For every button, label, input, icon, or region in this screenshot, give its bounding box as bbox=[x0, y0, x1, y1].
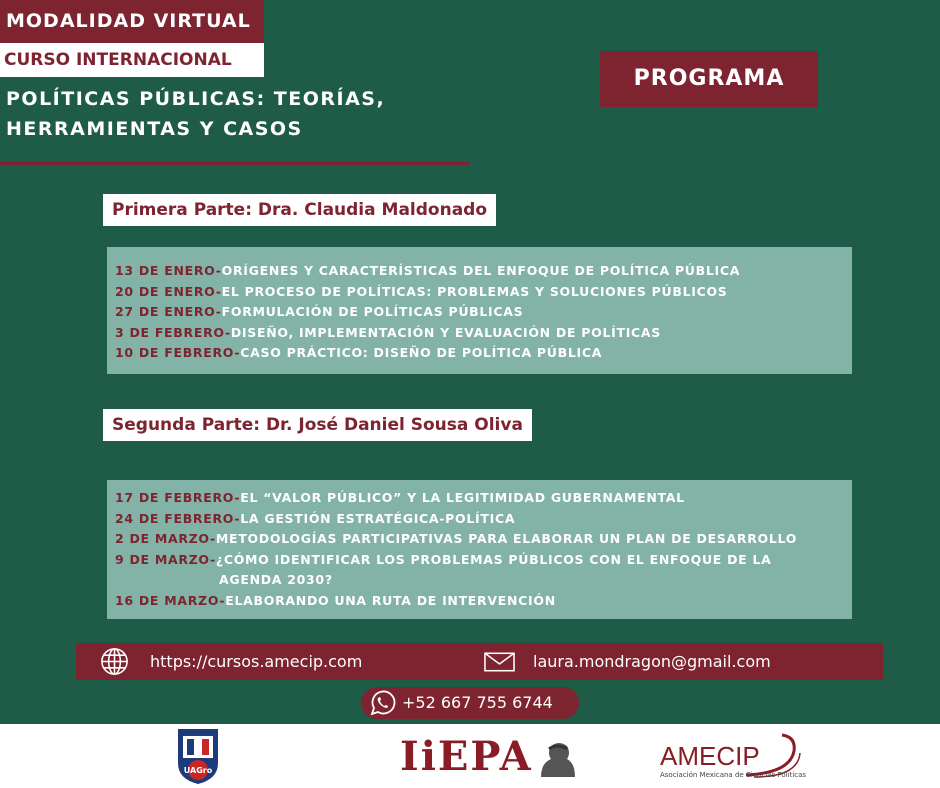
session-date: 24 DE FEBRERO- bbox=[115, 510, 241, 526]
phone-link[interactable]: +52 667 755 6744 bbox=[402, 693, 553, 712]
schedule-row bbox=[115, 343, 852, 364]
schedule-row bbox=[115, 550, 852, 571]
session-date: 27 DE ENERO- bbox=[115, 304, 222, 319]
session-topic: LA GESTIÓN ESTRATÉGICA-POLÍTICA bbox=[240, 510, 516, 526]
session-topic: ORÍGENES Y CARACTERÍSTICAS DEL ENFOQUE DE POLÍTICA PÚBLICA bbox=[221, 263, 741, 278]
globe-icon bbox=[99, 646, 130, 677]
part2-heading: Segunda Parte: Dr. José Daniel Sousa Oliva bbox=[103, 409, 532, 441]
schedule-row bbox=[115, 302, 852, 323]
session-date: 3 DE FEBRERO- bbox=[115, 324, 231, 340]
course-title bbox=[6, 84, 426, 144]
amecip-logo-text: AMECIP bbox=[660, 741, 760, 771]
session-topic: EL “VALOR PÚBLICO” Y LA LEGITIMIDAD GUBERNAMENTAL bbox=[240, 490, 685, 505]
session-date: 10 DE FEBRERO- bbox=[115, 345, 241, 360]
amecip-logo-subtitle: Asociación Mexicana de Ciencias Políticas bbox=[660, 771, 807, 779]
schedule-row bbox=[115, 529, 852, 550]
iiepa-logo-text: IiEPA bbox=[400, 733, 533, 780]
email-link[interactable]: laura.mondragon@gmail.com bbox=[533, 652, 771, 671]
part1-heading: Primera Parte: Dra. Claudia Maldonado bbox=[103, 194, 496, 226]
schedule-row bbox=[115, 509, 852, 530]
schedule-row bbox=[115, 282, 852, 303]
course-title-line-2: HERRAMIENTAS Y CASOS bbox=[6, 118, 303, 140]
website-link[interactable]: https://cursos.amecip.com bbox=[150, 652, 363, 671]
session-topic: AGENDA 2030? bbox=[219, 572, 333, 587]
schedule-row bbox=[115, 488, 852, 509]
session-topic: ¿CÓMO IDENTIFICAR LOS PROBLEMAS PÚBLICOS CON EL ENFOQUE DE LA bbox=[215, 551, 772, 567]
course-type-badge: CURSO INTERNACIONAL bbox=[0, 43, 264, 77]
session-date: 9 DE MARZO- bbox=[115, 551, 216, 567]
session-topic: EL PROCESO DE POLÍTICAS: PROBLEMAS Y SOLUCIONES PÚBLICOS bbox=[221, 283, 728, 299]
modality-badge: MODALIDAD VIRTUAL bbox=[0, 0, 264, 43]
course-title-line-1: POLÍTICAS PÚBLICAS: TEORÍAS, bbox=[6, 88, 386, 110]
session-date: 20 DE ENERO- bbox=[115, 283, 222, 299]
schedule-row bbox=[115, 261, 852, 282]
session-date: 16 DE MARZO- bbox=[115, 592, 226, 608]
schedule-row-continued bbox=[115, 570, 852, 591]
session-topic: DISEÑO, IMPLEMENTACIÓN Y EVALUACIÓN DE POLÍTICAS bbox=[230, 324, 661, 340]
schedule-row bbox=[115, 323, 852, 344]
uagro-logo-text: UAGro bbox=[183, 766, 213, 775]
whatsapp-icon bbox=[367, 688, 397, 718]
title-divider bbox=[0, 162, 470, 165]
session-topic: CASO PRÁCTICO: DISEÑO DE POLÍTICA PÚBLICA bbox=[240, 345, 603, 360]
part2-schedule bbox=[107, 480, 852, 619]
program-heading: PROGRAMA bbox=[600, 51, 818, 107]
session-topic: METODOLOGÍAS PARTICIPATIVAS PARA ELABORAR UN PLAN DE DESARROLLO bbox=[215, 531, 798, 546]
iiepa-portrait-image bbox=[535, 737, 579, 781]
session-date: 13 DE ENERO- bbox=[115, 263, 222, 278]
session-date: 17 DE FEBRERO- bbox=[115, 490, 241, 505]
session-topic: ELABORANDO UNA RUTA DE INTERVENCIÓN bbox=[225, 592, 556, 608]
mail-icon bbox=[484, 652, 515, 672]
schedule-row bbox=[115, 591, 852, 612]
session-date: 2 DE MARZO- bbox=[115, 531, 216, 546]
session-topic: FORMULACIÓN DE POLÍTICAS PÚBLICAS bbox=[221, 304, 524, 319]
part1-schedule bbox=[107, 247, 852, 374]
uagro-logo bbox=[174, 727, 222, 785]
